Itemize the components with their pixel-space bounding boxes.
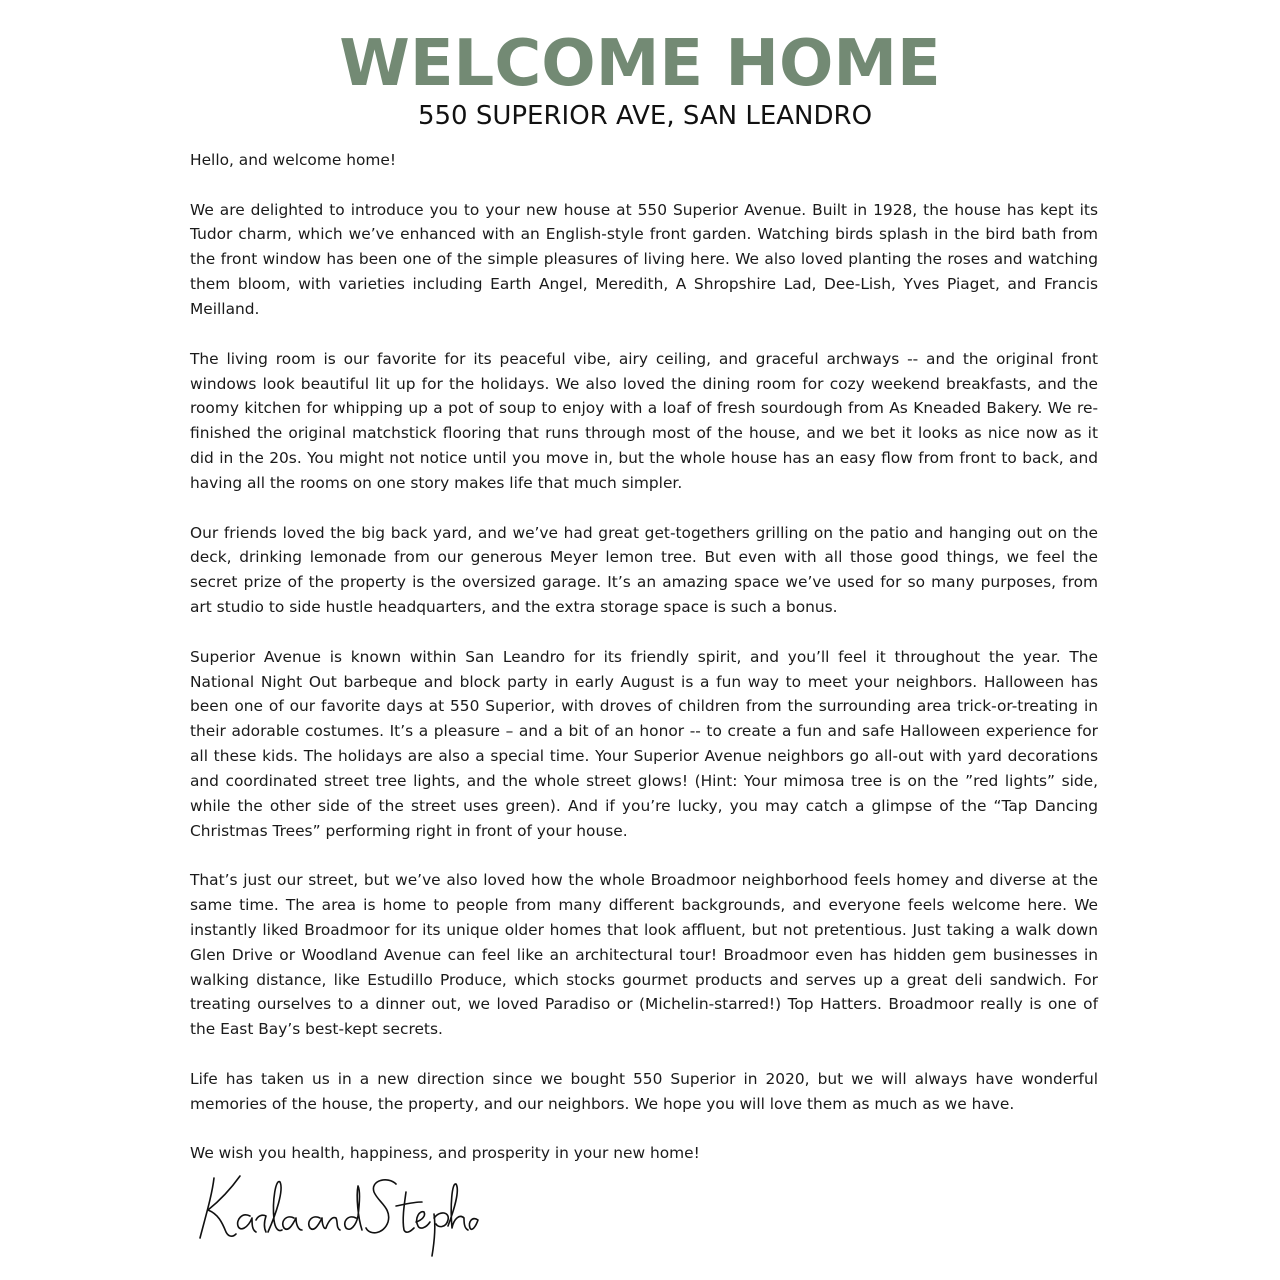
address-subtitle: 550 SUPERIOR AVE, SAN LEANDRO xyxy=(417,101,873,131)
paragraph-broadmoor: That’s just our street, but we’ve also loved how the whole Broadmoor neighborhood feels homey and diverse at the same time. The area is home to people from many different backgrounds, and everyone feels welcome here. We instantly liked Broadmoor for its unique older homes that look affluent, but not pretentious. Just taking a walk down Glen Drive or Woodland Avenue can feel like an architectural tour! Broadmoor even has hidden gem businesses in walking distance, like Estudillo Produce, which stocks gourmet products and serves up a great deli sandwich. For treating ourselves to a dinner out, we loved Paradiso or (Michelin-starred!) Top Hatters. Broadmoor really is one of the East Bay’s best-kept secrets. xyxy=(190,871,1098,1039)
paragraph-superior-avenue: Superior Avenue is known within San Leandro for its friendly spirit, and you’ll feel it throughout the year. The National Night Out barbeque and block party in early August is a fun way to meet your neighbors. Halloween has been one of our favorite days at 550 Superior, with droves of children from the surrounding area trick-or-treating in their adorable costumes. It’s a pleasure – and a bit of an honor -- to create a fun and safe Halloween experience for all these kids. The holidays are also a special time. Your Superior Avenue neighbors go all-out with yard decorations and coordinated street tree lights, and the whole street glows! (Hint: Your mimosa tree is on the ”red lights” side, while the other side of the street uses green). And if you’re lucky, you may catch a glimpse of the “Tap Dancing Christmas Trees” performing right in front of your house. xyxy=(190,647,1098,840)
paragraph-back-yard: Our friends loved the big back yard, and we’ve had great get-togethers grilling on the patio and hanging out on the deck, drinking lemonade from our generous Meyer lemon tree. But even with all those good things, we feel the secret prize of the property is the oversized garage. It’s an amazing space we’ve used for so many purposes, from art studio to side hustle headquarters, and the extra storage space is such a bonus. xyxy=(190,523,1098,617)
handwritten-signature xyxy=(192,1170,482,1260)
paragraph-intro: We are delighted to introduce you to your new house at 550 Superior Avenue. Built in 1928, the house has kept its Tudor charm, which we’ve enhanced with an English-style front garden. Watching birds splash in the bird bath from the front window has been one of the simple pleasures of living here. We also loved planting the roses and watching them bloom, with varieties including Earth Angel, Meredith, A Shropshire Lad, Dee-Lish, Yves Piaget, and Francis Meilland. xyxy=(190,200,1098,319)
letter-body xyxy=(190,148,1098,1191)
paragraph-life-direction: Life has taken us in a new direction since we bought 550 Superior in 2020, but we will always have wonderful memories of the house, the property, and our neighbors. We hope you will love them as much as we have. xyxy=(190,1069,1098,1113)
page-title: WELCOME HOME xyxy=(339,27,941,101)
greeting: Hello, and welcome home! xyxy=(190,151,397,169)
paragraph-living-room: The living room is our favorite for its peaceful vibe, airy ceiling, and graceful archways -- and the original front windows look beautiful lit up for the holidays. We also loved the dining room for cozy weekend breakfasts, and the roomy kitchen for whipping up a pot of soup to enjoy with a loaf of fresh sourdough from As Kneaded Bakery. We re-finished the original matchstick flooring that runs through most of the house, and we bet it looks as nice now as it did in the 20s. You might not notice until you move in, but the whole house has an easy flow from front to back, and having all the rooms on one story makes life that much simpler. xyxy=(190,349,1098,492)
closing-line: We wish you health, happiness, and prosperity in your new home! xyxy=(190,1144,700,1163)
